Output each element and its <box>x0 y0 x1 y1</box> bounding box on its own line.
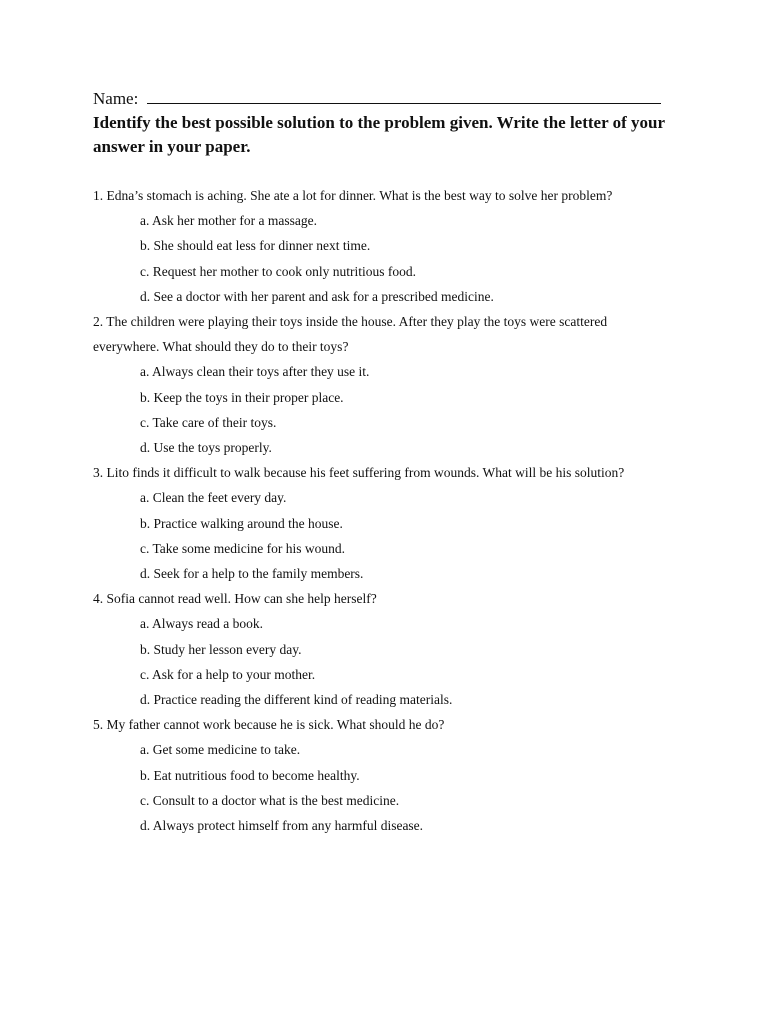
choice-b: b. She should eat less for dinner next time. <box>140 238 371 254</box>
choice-list <box>93 737 683 838</box>
name-blank-line <box>147 86 661 104</box>
question-text: 1. Edna’s stomach is aching. She ate a lot for dinner. What is the best way to solve her problem? <box>93 188 613 203</box>
choice-c: c. Request her mother to cook only nutritious food. <box>140 263 416 279</box>
choice-a: a. Always read a book. <box>140 616 263 632</box>
choice-a: a. Always clean their toys after they use it. <box>140 364 370 380</box>
choice-list <box>93 208 683 309</box>
choice-b: b. Practice walking around the house. <box>140 515 343 531</box>
choice-c: c. Take some medicine for his wound. <box>140 540 346 556</box>
question-text: 5. My father cannot work because he is sick. What should he do? <box>93 717 445 733</box>
name-line <box>93 86 683 111</box>
worksheet-page <box>93 86 683 838</box>
choice-d: d. Practice reading the different kind of reading materials. <box>140 692 453 708</box>
question-text: 4. Sofia cannot read well. How can she help herself? <box>93 591 377 607</box>
choice-a: a. Clean the feet every day. <box>140 490 287 506</box>
choice-list <box>93 359 683 460</box>
choice-c: c. Consult to a doctor what is the best medicine. <box>140 792 400 808</box>
choice-a: a. Ask her mother for a massage. <box>140 213 317 229</box>
choice-c: c. Take care of their toys. <box>140 414 277 430</box>
choice-b: b. Eat nutritious food to become healthy. <box>140 767 360 783</box>
choice-list <box>93 485 683 586</box>
choice-c: c. Ask for a help to your mother. <box>140 666 316 682</box>
choice-d: d. Seek for a help to the family members. <box>140 566 364 582</box>
instructions: Identify the best possible solution to the problem given. Write the letter of your answer in your paper. <box>93 113 665 156</box>
question-text: 3. Lito finds it difficult to walk because his feet suffering from wounds. What will be his solution? <box>93 465 625 481</box>
question-3 <box>93 460 683 586</box>
choice-b: b. Keep the toys in their proper place. <box>140 389 344 405</box>
choice-b: b. Study her lesson every day. <box>140 641 302 657</box>
name-label: Name: <box>93 89 143 108</box>
question-1 <box>93 183 683 309</box>
choice-d: d. Always protect himself from any harmful disease. <box>140 818 424 834</box>
question-5 <box>93 712 683 838</box>
question-2 <box>93 309 683 460</box>
question-text: 2. The children were playing their toys inside the house. After they play the toys were scattered everywhere. What should they do to their toys? <box>93 314 608 355</box>
choice-d: d. Use the toys properly. <box>140 440 272 456</box>
choice-d: d. See a doctor with her parent and ask for a prescribed medicine. <box>140 288 494 304</box>
question-4 <box>93 586 683 712</box>
choice-list <box>93 611 683 712</box>
choice-a: a. Get some medicine to take. <box>140 742 301 758</box>
